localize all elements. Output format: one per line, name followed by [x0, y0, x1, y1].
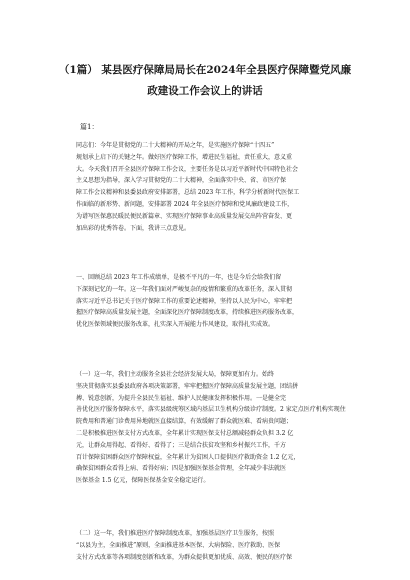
paragraph-line: 下深刻记忆的一年。这一年我们面对严峻复杂的疫情和繁重的改革任务，深入贯彻: [76, 285, 293, 293]
paragraph-line: 同志们：今年是贯彻党的二十大精神的开局之年，是实施医疗保障“十四五”: [76, 142, 275, 149]
paragraph-line: 握医疗保障高质量发展主题，全面深化医疗保障制度改革，持续推进医药服务改革，: [76, 309, 299, 317]
paragraph-line: 二是积极推进医保支付方式改革，全年累计实现医保支付总额减轻群众负担 3.2 亿: [76, 429, 294, 437]
paragraph-line: 支付方式改革等各项制度创新和改革，为群众提供更加优质、高效、便民的医疗保: [76, 553, 293, 561]
paragraph-intro: [76, 140, 346, 234]
paragraph-line: 搏、锐意创新，为提升全县民生福祉、维护人民健康发挥积极作用。一是健全完: [76, 394, 287, 402]
paragraph-line: （二）这一年，我们推进医疗保障制度改革，加强基层医疗卫生服务，按照: [76, 530, 275, 537]
paragraph-line: 作面临的新形势、新问题，安排部署 2024 年全县医疗保障和党风廉政建设工作，: [76, 200, 294, 208]
paragraph-review: [76, 272, 346, 331]
paragraph-line: 落实习近平总书记关于医疗保障工作的重要论述精神，坚持以人民为中心，牢牢把: [76, 297, 293, 305]
paragraph-line: 元，让群众用得起、看得好、看得了；三是结合扶贫攻坚和乡村振兴工作，千方: [76, 441, 287, 449]
document-title-line-2: 政建设工作会议上的讲话: [147, 85, 263, 97]
paragraph-line: 大。今天我们召开全县医疗保障工作会议，主要任务是以习近平新时代中国特色社会: [76, 165, 299, 173]
paragraph-line: “以县为主，全面推进”原则，全面推进基本医保、大病保险、医疗救助、医保: [76, 541, 281, 549]
document-title-line-1: （1篇） 某县医疗保障局局长在2024年全县医疗保障暨党风廉: [58, 64, 352, 76]
paragraph-line: 医保基金 1.5 亿元，保障医保基金安全稳定运行。: [76, 477, 210, 485]
paragraph-line: 院费用和普通门诊费用异地就医直接结算，有效缓解了群众就医难、看病贵问题；: [76, 418, 293, 426]
paragraph-line: 百计保障贫困群众医疗保障权益，全年累计为贫困人口提供医疗救助资金 1.2 亿元，: [76, 453, 300, 461]
section-heading: 篇1：: [80, 123, 99, 131]
paragraph-line: 主义思想为指导，深入学习贯彻党的二十大精神，全面落实中央、省、市医疗保: [76, 177, 287, 185]
paragraph-line: 障工作会议精神和县委县政府安排部署，总结 2023 年工作，科学分析新时代医保工: [76, 189, 300, 197]
paragraph-line: 坚决贯彻落实县委县政府各项决策部署，牢牢把握医疗保障高质量发展主题，团结拼: [76, 382, 299, 390]
paragraph-line: 优化医保领域便民服务改革，扎实深入开展能力作风建设，取得扎实成效。: [76, 321, 275, 329]
paragraph-line: 一、回顾总结 2023 年工作成绩单，是极不平凡的一年，也是今后会给我们留: [76, 274, 282, 281]
paragraph-line: 为谱写医保惠民暖民便民新篇章、实现医疗保障事业高质量发展交出阵营奋发、更: [76, 212, 293, 220]
paragraph-line: 确保贫困群众看得上病、看得好病；四是加强医保基金管理，全年减少非法就医: [76, 465, 287, 473]
paragraph-line: （一）这一年，我们主动服务全县社会经济发展大局，保障更加有力。始终: [76, 371, 275, 378]
paragraph-item-two: [76, 528, 346, 563]
paragraph-line: 加出彩的优秀答卷。下面，我讲三点意见。: [76, 224, 191, 232]
paragraph-item-one: [76, 369, 346, 487]
paragraph-line: 规划承上启下的关键之年。做好医疗保障工作，增进民生福祉，责任重大，意义重: [76, 153, 293, 161]
paragraph-line: 善优化医疗服务保障水平，落实县级统筹区域内基层卫生机构分级诊疗制度。2 家定点医疗机构实现住: [76, 406, 346, 414]
